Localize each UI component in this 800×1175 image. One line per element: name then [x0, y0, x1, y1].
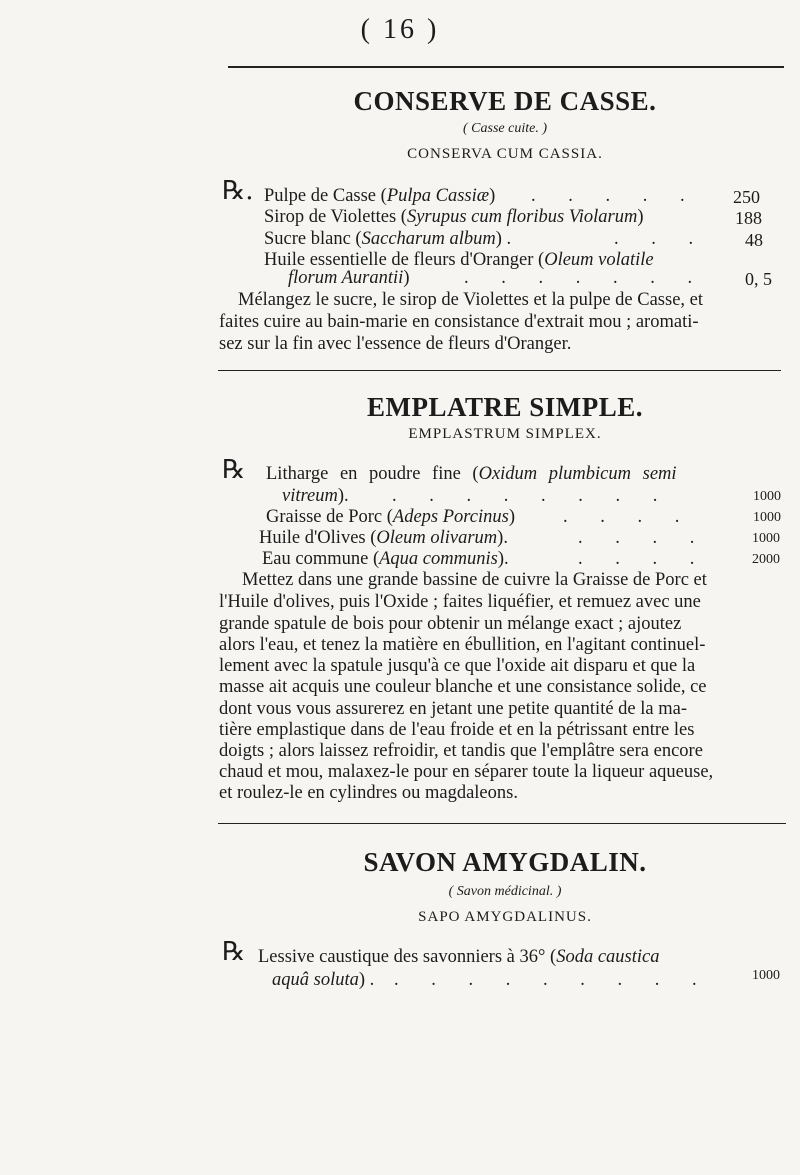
instruction-line: alors l'eau, et tenez la matière en ébullition, en l'agitant continuel-	[219, 635, 706, 655]
instruction-line: et roulez-le en cylindres ou magdaleons.	[219, 783, 518, 803]
ingredient-line: Litharge en poudre fine (Oxidum plumbicum semi	[266, 464, 677, 484]
leader-dots: . . . .	[563, 507, 694, 527]
rx-symbol: ℞	[222, 455, 246, 485]
leader-dots: . . . . . . . . .	[394, 970, 711, 990]
instruction-line: masse ait acquis une couleur blanche et une consistance solide, ce	[219, 677, 707, 697]
section-title-savon: SAVON AMYGDALIN.	[363, 847, 647, 877]
ingredient-line: Huile essentielle de fleurs d'Oranger (Oleum volatile	[264, 250, 654, 270]
instruction-line: Mettez dans une grande bassine de cuivre la Graisse de Porc et	[242, 570, 707, 590]
section-subtitle-savon: ( Savon médicinal. )	[448, 884, 562, 899]
header-rule	[228, 66, 784, 68]
instruction-line: chaud et mou, malaxez-le pour en séparer toute la liqueur aqueuse,	[219, 762, 714, 782]
ingredient-line: Pulpe de Casse (Pulpa Cassiæ)	[264, 186, 496, 206]
section-divider	[218, 370, 781, 371]
ingredient-quantity: 1000	[753, 510, 781, 525]
ingredient-quantity: 0, 5	[745, 269, 772, 289]
ingredient-line: Huile d'Olives (Oleum olivarum).	[259, 528, 508, 548]
ingredient-line: Lessive caustique des savonniers à 36° (Soda caustica	[258, 947, 660, 967]
section-title-emplatre: EMPLATRE SIMPLE.	[366, 392, 644, 422]
ingredient-line: Sirop de Violettes (Syrupus cum floribus Violarum)	[264, 207, 644, 227]
leader-dots: . . . . . . . .	[392, 486, 672, 506]
section-subtitle-conserve: ( Casse cuite. )	[463, 121, 547, 136]
leader-dots: . . .	[614, 229, 708, 249]
instruction-line: lement avec la spatule jusqu'à ce que l'oxide ait disparu et que la	[219, 656, 696, 676]
leader-dots: . . . .	[578, 549, 709, 569]
ingredient-line: vitreum).	[282, 486, 349, 506]
leader-dots: . . . .	[578, 528, 709, 548]
page-number: ( 16 )	[360, 14, 440, 45]
ingredient-quantity: 250	[733, 187, 760, 207]
ingredient-line: florum Aurantii)	[288, 268, 410, 288]
ingredient-line: Graisse de Porc (Adeps Porcinus)	[266, 507, 516, 527]
ingredient-quantity: 48	[745, 230, 763, 250]
instruction-line: faites cuire au bain-marie en consistance d'extrait mou ; aromati-	[219, 312, 699, 332]
ingredient-quantity: 2000	[752, 552, 780, 567]
instruction-line: Mélangez le sucre, le sirop de Violettes et la pulpe de Casse, et	[238, 290, 704, 310]
ingredient-quantity: 1000	[752, 531, 780, 546]
ingredient-quantity: 188	[735, 208, 762, 228]
ingredient-line: Eau commune (Aqua communis).	[262, 549, 509, 569]
rx-symbol: ℞	[222, 937, 246, 967]
ingredient-line: aquâ soluta) .	[272, 970, 375, 990]
ingredient-quantity: 1000	[752, 968, 780, 983]
rx-symbol: ℞.	[222, 176, 254, 206]
section-divider	[218, 823, 786, 824]
instruction-line: l'Huile d'olives, puis l'Oxide ; faites liquéfier, et remuez avec une	[219, 592, 701, 612]
instruction-line: doigts ; alors laissez refroidir, et tandis que l'emplâtre sera encore	[219, 741, 703, 761]
ingredient-line: Sucre blanc (Saccharum album) .	[264, 229, 512, 249]
section-title-conserve: CONSERVE DE CASSE.	[353, 86, 657, 116]
section-latin-conserve: CONSERVA CUM CASSIA.	[407, 146, 603, 162]
instruction-line: grande spatule de bois pour obtenir un mélange exact ; ajoutez	[219, 614, 682, 634]
section-latin-emplatre: EMPLASTRUM SIMPLEX.	[408, 426, 602, 442]
instruction-line: sez sur la fin avec l'essence de fleurs d'Oranger.	[219, 334, 572, 354]
instruction-line: dont vous vous assurerez en jetant une petite quantité de la ma-	[219, 699, 688, 719]
leader-dots: . . . . .	[531, 186, 699, 206]
leader-dots: . . . . . . .	[464, 268, 707, 288]
instruction-line: tière emplastique dans de l'eau froide et en la pétrissant entre les	[219, 720, 695, 740]
section-latin-savon: SAPO AMYGDALINUS.	[418, 909, 592, 925]
ingredient-quantity: 1000	[753, 489, 781, 504]
